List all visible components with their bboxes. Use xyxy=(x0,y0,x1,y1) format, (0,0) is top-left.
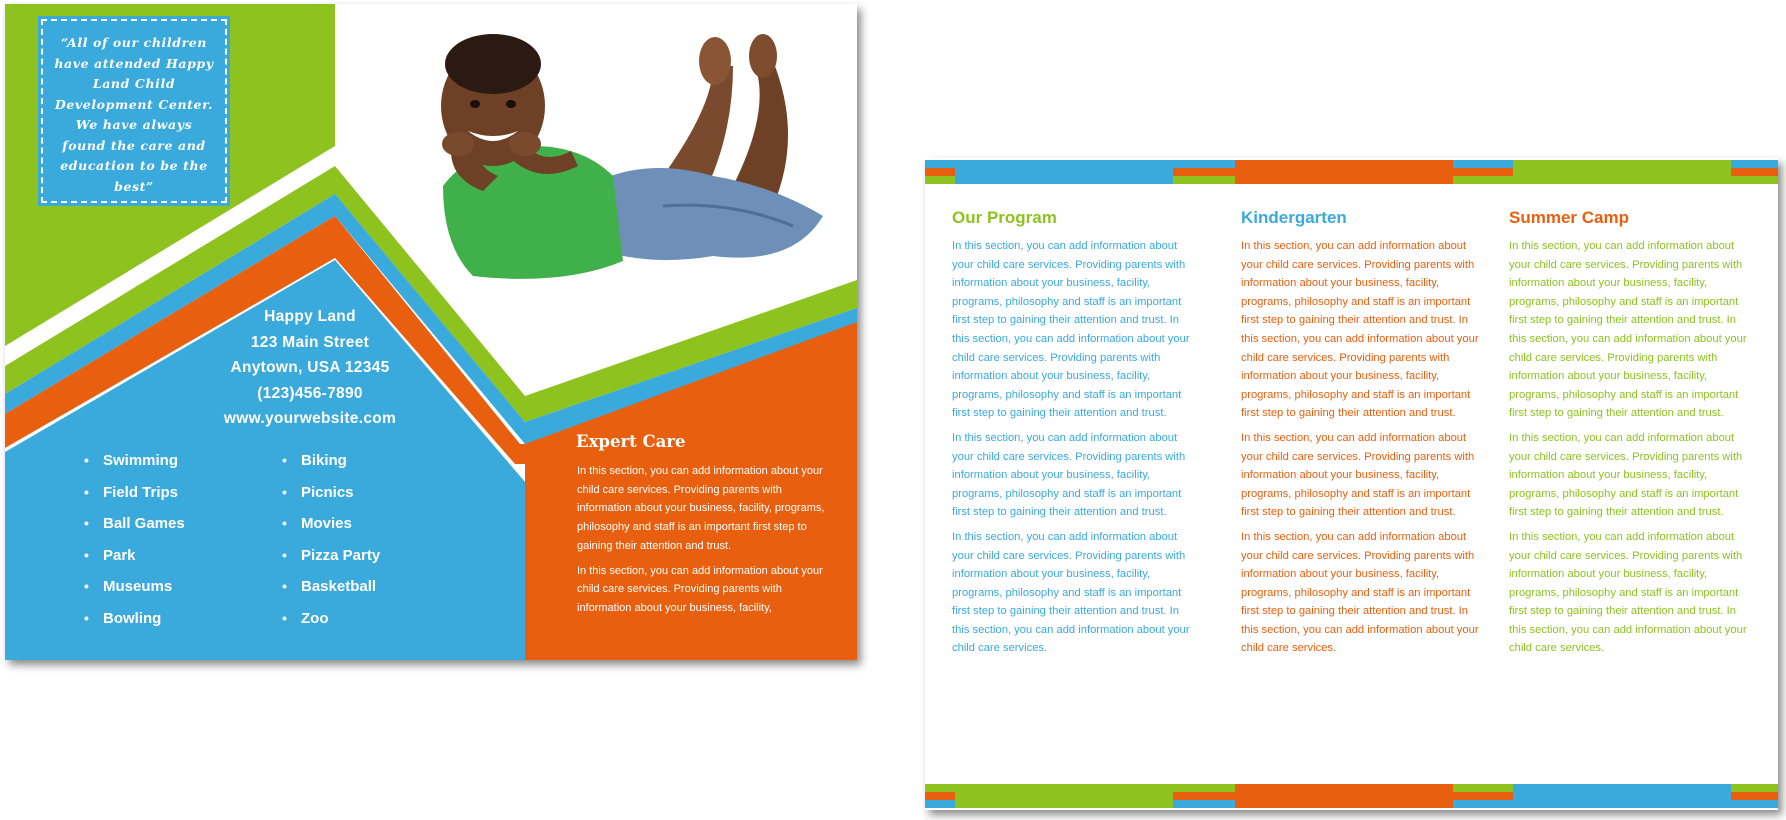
column-our-program xyxy=(952,208,1197,664)
list-item: • Pizza Party xyxy=(301,547,380,579)
list-item: • Swimming xyxy=(103,452,185,484)
list-item: • Picnics xyxy=(301,484,380,516)
testimonial-quote: “All of our children have attended Happy Land Child Development Center. We have always found the care and education to be the best” xyxy=(41,19,227,203)
list-item: • Park xyxy=(103,547,185,579)
column-heading: Our Program xyxy=(952,208,1057,227)
activities-list-left xyxy=(83,452,185,641)
top-color-stripe xyxy=(925,158,1778,184)
expert-care-text xyxy=(577,462,837,624)
column-kindergarten xyxy=(1241,208,1486,664)
paragraph: In this section, you can add information about your child care services. Providing parents with information about your business, facility, programs, philosophy and staff is an important first step to gaining their attention and trust. In this section, you can add information about your child care services. xyxy=(1241,530,1479,655)
list-item: • Zoo xyxy=(301,610,380,642)
list-item: • Field Trips xyxy=(103,484,185,516)
list-item: • Basketball xyxy=(301,578,380,610)
column-summer-camp xyxy=(1509,208,1754,664)
brochure-front-page xyxy=(5,4,857,660)
column-heading: Kindergarten xyxy=(1241,208,1347,227)
paragraph: In this section, you can add information about your child care services. Providing parents with information about your business, facility, programs, philosophy and staff is an important first step to gaining their attention and trust. In this section, you can add information about your child care services. xyxy=(1509,530,1747,655)
list-item: • Ball Games xyxy=(103,515,185,547)
paragraph: In this section, you can add information about your child care services. Providing parents with information about your business, facility, programs, philosophy and staff is an important first step to gaining their attention and trust. xyxy=(1241,431,1475,519)
paragraph: In this section, you can add information about your child care services. Providing parents with information about your business, facility, programs, philosophy and staff is an important first step to gaining their attention and trust. xyxy=(952,431,1186,519)
paragraph: In this section, you can add information about your child care services. Providing parents with information about your business, facility, xyxy=(577,564,823,614)
website-link[interactable]: www.yourwebsite.com xyxy=(223,410,397,427)
activities-list-right xyxy=(281,452,380,641)
paragraph: In this section, you can add information about your child care services. Providing parents with information about your business, facility, programs, philosophy and staff is an important first step to gaining their attention and trust. In this section, you can add information about your child care services. xyxy=(952,530,1190,655)
child-photo xyxy=(413,26,843,306)
contact-address xyxy=(195,304,425,432)
paragraph: In this section, you can add information about your child care services. Providing parents with information about your business, facility, programs, philosophy and staff is an important first step to gaining their attention and trust. xyxy=(577,465,825,552)
city-address: Anytown, USA 12345 xyxy=(230,359,390,376)
list-item: • Bowling xyxy=(103,610,185,642)
expert-care-heading: Expert Care xyxy=(576,432,686,451)
paragraph: In this section, you can add information about your child care services. Providing parents with information about your business, facility, programs, philosophy and staff is an important first step to gaining their attention and trust. In this section, you can add information about your child care services. Providing parents with information about your business, facility, programs, philosophy and staff is an important first step to gaining their attention and trust. xyxy=(952,240,1190,420)
list-item: • Movies xyxy=(301,515,380,547)
bottom-color-stripe xyxy=(925,784,1778,810)
list-item: • Museums xyxy=(103,578,185,610)
column-heading: Summer Camp xyxy=(1509,208,1629,227)
street-address: 123 Main Street xyxy=(250,333,370,351)
paragraph: In this section, you can add information about your child care services. Providing parents with information about your business, facility, programs, philosophy and staff is an important first step to gaining their attention and trust. In this section, you can add information about your child care services. Providing parents with information about your business, facility, programs, philosophy and staff is an important first step to gaining their attention and trust. xyxy=(1241,240,1479,420)
brochure-inside-page xyxy=(925,158,1778,810)
list-item: • Biking xyxy=(301,452,380,484)
business-name: Happy Land xyxy=(264,308,356,325)
paragraph: In this section, you can add information about your child care services. Providing parents with information about your business, facility, programs, philosophy and staff is an important first step to gaining their attention and trust. xyxy=(1509,431,1743,519)
paragraph: In this section, you can add information about your child care services. Providing parents with information about your business, facility, programs, philosophy and staff is an important first step to gaining their attention and trust. In this section, you can add information about your child care services. Providing parents with information about your business, facility, programs, philosophy and staff is an important first step to gaining their attention and trust. xyxy=(1509,240,1747,420)
phone-number: (123)456-7890 xyxy=(257,384,363,402)
